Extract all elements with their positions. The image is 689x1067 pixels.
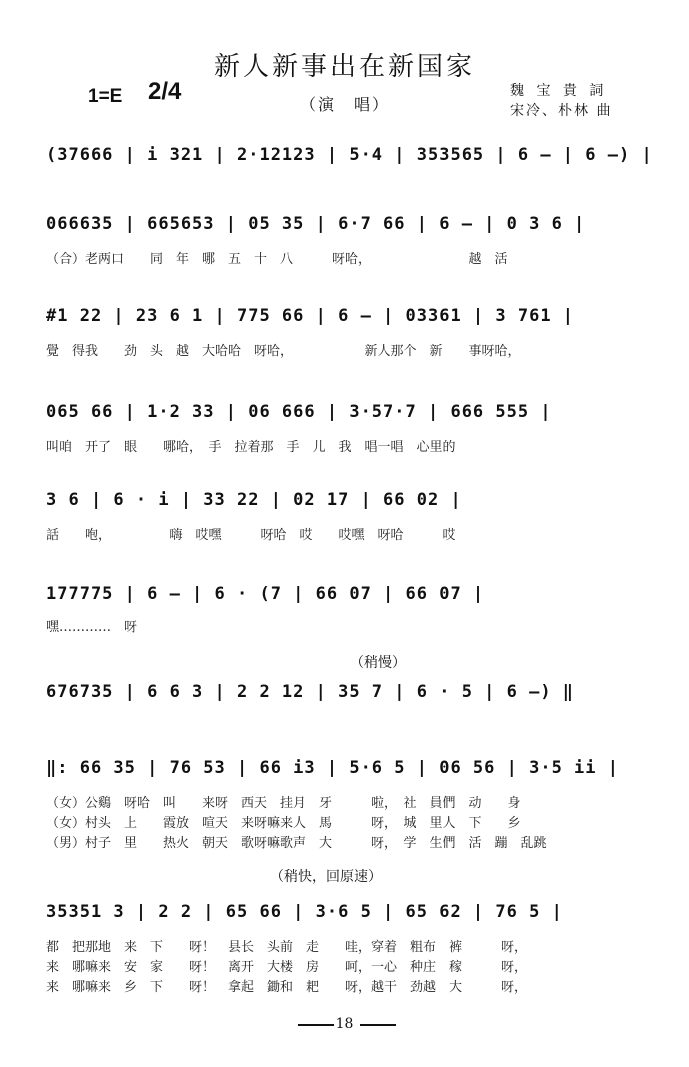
notation-line-3: #1 22 | 23 6 1 | 775 66 | 6 — | 03361 | 3 761 | [46, 306, 575, 326]
lyrics-line: （合）老两口 同 年 哪 五 十 八 呀哈， 越 活 [46, 252, 508, 267]
lyrics-line: 話 咆， 嗨 哎嘿 呀哈 哎 哎嘿 呀哈 哎 [46, 528, 456, 543]
lyrics-line: 来 哪嘛来 乡 下 呀！ 拿起 鋤和 耙 呀，越干 劲越 大 呀， [46, 980, 528, 995]
page-number-rule-right [360, 1024, 396, 1026]
lyrics-line: 都 把那地 来 下 呀！ 县长 头前 走 哇，穿着 粗布 裤 呀， [46, 940, 528, 955]
song-title: 新人新事出在新国家 [213, 52, 475, 82]
composer-credit: 宋冷、朴林 曲 [510, 103, 613, 119]
lyrics-line: （男）村子 里 热火 朝天 歌呀嘛歌声 大 呀， 学 生們 活 蹦 乱跳 [46, 836, 547, 851]
time-signature: 2/4 [148, 78, 182, 105]
notation-line-7: 676735 | 6 6 3 | 2 2 12 | 35 7 | 6 · 5 | 6 —) ‖ [46, 682, 575, 702]
notation-line-6: 177775 | 6 — | 6 · (7 | 66 07 | 66 07 | [46, 584, 485, 604]
performance-note: （演 唱） [300, 95, 391, 114]
lyrics-line: （女）村头 上 霞放 喧天 来呀嘛来人 馬 呀， 城 里人 下 乡 [46, 816, 521, 831]
lyrics-line: 来 哪嘛来 安 家 呀！ 离开 大楼 房 呵，一心 种庄 稼 呀， [46, 960, 528, 975]
lyrics-line: 叫咱 开了 眼 哪哈， 手 拉着那 手 儿 我 唱一唱 心里的 [46, 440, 456, 455]
lyricist-credit: 魏 宝 貴 詞 [510, 83, 608, 99]
notation-line-2: 066635 | 665653 | 05 35 | 6·7 66 | 6 — | 0 3 6 | [46, 214, 586, 234]
notation-line-8: ‖: 66 35 | 76 53 | 66 i3 | 5·6 5 | 06 56 | 3·5 ii | [46, 758, 619, 778]
notation-line-1: (37666 | i 321 | 2·12123 | 5·4 | 353565 | 6 — | 6 —) | [46, 145, 653, 165]
key-signature: 1=E [88, 86, 123, 107]
tempo-marking: （稍快，回原速） [270, 869, 382, 885]
lyrics-line: （女）公鷄 呀哈 叫 来呀 西天 挂月 牙 啦， 社 員們 动 身 [46, 796, 521, 811]
tempo-marking: （稍慢） [350, 655, 406, 671]
lyrics-line: 覺 得我 劲 头 越 大哈哈 呀哈， 新人那个 新 事呀哈， [46, 344, 521, 359]
page-number: 18 [335, 1016, 354, 1032]
notation-line-5: 3 6 | 6 · i | 33 22 | 02 17 | 66 02 | [46, 490, 462, 510]
notation-line-9: 35351 3 | 2 2 | 65 66 | 3·6 5 | 65 62 | 76 5 | [46, 902, 563, 922]
lyrics-line: 嘿………… 呀 [46, 620, 138, 635]
notation-line-4: 065 66 | 1·2 33 | 06 666 | 3·57·7 | 666 555 | [46, 402, 552, 422]
